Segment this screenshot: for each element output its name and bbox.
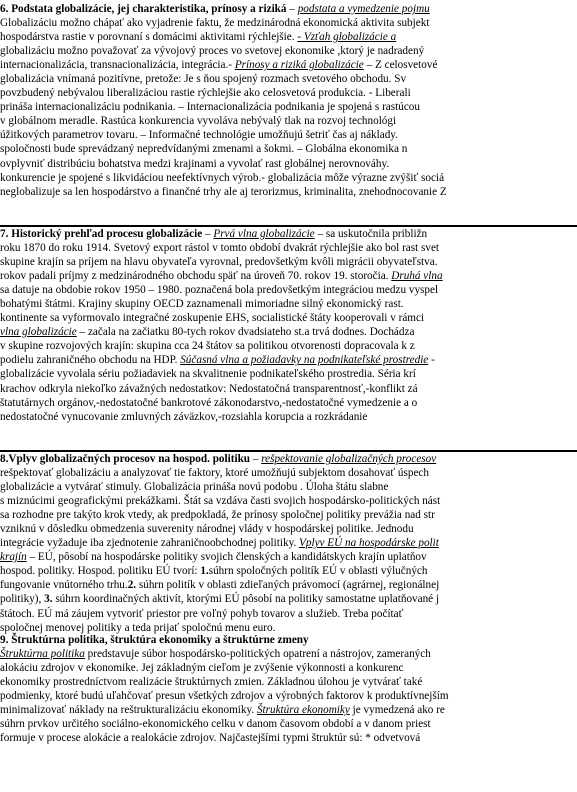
text-run: štátoch. EÚ má záujem vytvoriť priestor pre voľný pohyb tovarov a služieb. Treba počítať: [0, 607, 404, 620]
text-run: podielu zahraničného obchodu na HDP.: [0, 354, 181, 367]
text-line: [0, 283, 577, 297]
text-run: fungovanie vnútorného trhu.: [0, 579, 128, 592]
text-run: štatutárnych orgánov,-nedostatočné bankrotové zákonodarstvo,-nedostatočné vymedzenie a o: [0, 396, 418, 409]
text-run: kontinente sa vyformovalo integračné zoskupenie EHS, socialistické štáty kooperovali v rámci: [0, 312, 425, 325]
text-run: vzniknú v dôsledku obmedzenia suverenity národnej vlády v hospodárskej politike. Jednodu: [0, 523, 414, 536]
text-line: [0, 494, 577, 508]
text-run: – Z celosvetové: [363, 59, 438, 72]
text-line: [0, 564, 577, 578]
text-run: v globálnom meradle. Rastúca konkurencia vyvoláva nebývalý tlak na rozvoj technológi: [0, 115, 397, 128]
text-line: [0, 114, 577, 128]
text-run: prináša internacionalizáciu podnikania. – Internacionalizácia podnikania je spojená s rastúcou: [0, 101, 420, 114]
text-run: skupine krajín sa príjem na hlavu obyvateľa vyrovnal, predovšetkým kvôli migrácii obyvateľstva.: [0, 256, 438, 269]
section-8-globalization-and-economic-policy: [0, 450, 577, 635]
text-line: [0, 128, 577, 142]
text-line: [0, 255, 577, 269]
text-run: -: [428, 354, 435, 367]
text-line: [0, 339, 577, 353]
text-line: [0, 578, 577, 592]
text-line: [0, 58, 577, 72]
text-run: ovplyvniť distribúciu bohatstva medzi krajinami a vyvolať rast globálnej nerovnováhy.: [0, 157, 390, 170]
text-run: predstavuje súbor hospodársko-politických opatrení a nástrojov, zameraných: [84, 648, 431, 661]
text-line: [0, 86, 577, 100]
text-line: [0, 157, 577, 171]
text-run: roku 1870 do roku 1914. Svetový export rástol v tomto období dvakrát rýchlejšie ako bol rast svet: [0, 242, 440, 255]
text-line: [0, 382, 577, 396]
text-run: internacionalizácia, transnacionalizácia, integrácia.-: [0, 59, 235, 72]
text-run: spoločnosti bude sprevádzaný nepredvídanými zmenami a šokmi. – Globálna ekonomika n: [0, 143, 408, 156]
section-heading-line: [0, 633, 577, 647]
text-line: [0, 142, 577, 156]
text-run: globalizácia vnímaná pozitívne, pretože: Je s ňou spojený rozmach svetového obchodu. Sv: [0, 73, 407, 86]
text-line: [0, 550, 577, 564]
subheading-link-text: podstata a vymedzenie pojmu: [297, 3, 430, 15]
text-line: [0, 480, 577, 494]
text-line: [0, 353, 577, 367]
section-heading-line: [0, 2, 577, 16]
text-line: [0, 269, 577, 283]
subheading-link-text: Súčasná vlna a požiadavky na podnikateľské prostredie: [180, 354, 429, 367]
text-run: – EÚ, pôsobí na hospodárske politiky svojich členských a kandidátskych krajín uplatňov: [26, 551, 427, 564]
text-run: spoločnej menovej politiky a teda prijať spoločnú menu euro.: [0, 621, 276, 634]
bold-text: 1.: [200, 565, 209, 578]
text-line: [0, 508, 577, 522]
text-line: [0, 703, 577, 717]
text-line: [0, 647, 577, 661]
subheading-link-text: Štruktúra ekonomiky: [256, 704, 350, 717]
text-run: alokáciu zdrojov v ekonomike. Jej základným cieľom je zvýšenie výkonnosti a konkurenc: [0, 662, 404, 675]
subheading-link-text: Štruktúrna politika: [0, 648, 85, 661]
text-run: krachov odkryla niekoľko závažných nedostatkov: Nedostatočná transparentnosť,-konflikt zá: [0, 382, 418, 395]
text-run: súhrn spoločných politík EÚ v oblasti výlučných: [208, 565, 428, 578]
bold-text: 3.: [44, 593, 53, 606]
text-line: [0, 607, 577, 621]
text-run: podmienky, ktoré budú uľahčovať presun všetkých zdrojov a výrobných faktorov k produktívnejším: [0, 690, 449, 703]
text-line: [0, 522, 577, 536]
text-run: v skupine rozvojových krajín: skupina cca 24 štátov sa politikou otvorenosti dopracovala k z: [0, 340, 415, 353]
text-run: minimalizovať náklady na reštrukturalizáciu ekonomiky.: [0, 704, 257, 717]
text-run: bohatými štátmi. Krajiny skupiny OECD zaznamenali mimoriadne silný ekonomický rast.: [0, 298, 404, 311]
text-run: –: [250, 453, 262, 465]
section-6-globalization-essence: [0, 2, 577, 199]
subheading-link-text: Druhá vlna: [391, 270, 443, 283]
text-run: hospodárstva rastie v porovnaní s domácimi aktivitami rýchlejšie.: [0, 31, 298, 44]
text-run: rešpektovať globalizáciu a analyzovať tie faktory, ktoré umožňujú subjektom dosahovať úspech: [0, 467, 429, 480]
text-line: [0, 171, 577, 185]
bold-text: 2.: [127, 579, 137, 592]
text-line: [0, 16, 577, 30]
text-run: sa datuje na obdobie rokov 1950 – 1980. poznačená bola predovšetkým integráciou medzu vyspel: [0, 284, 439, 297]
text-run: formuje v procese alokácie a realokácie zdrojov. Najčastejšími typmi štruktúr sú: * odvetvová: [0, 732, 421, 745]
text-line: [0, 731, 577, 745]
bold-text: 8.Vplyv globalizačných procesov na hospod. politiku: [0, 453, 251, 465]
text-run: povzbudený nebývalou liberalizáciou rastie rýchlejšie ako celosvetová produkcia. - Liberali: [0, 87, 411, 100]
subheading-link-text: Prvá vlna globalizácie: [213, 228, 315, 240]
text-line: [0, 717, 577, 731]
text-run: súhrn prvkov určitého sociálno-ekonomického celku v danom časovom období a v danom priest: [0, 718, 431, 731]
text-line: [0, 325, 577, 339]
text-run: súhrn koordinačných aktivít, ktorými EÚ pôsobí na politiky samostatne uplatňované j: [52, 593, 440, 606]
text-run: neglobalizuje sa len hospodárstvo a finančné trhy ale aj terorizmus, kriminalita, znehodnocovanie Z: [0, 185, 447, 198]
text-run: globalizáciu možno považovať za vývojový proces vo svetovej ekonomike ,ktorý je nadradený: [0, 45, 425, 58]
text-line: [0, 311, 577, 325]
text-line: [0, 185, 577, 199]
text-line: [0, 466, 577, 480]
text-run: Globalizáciu možno chápať ako vyjadrenie faktu, že medzinárodná ekonomická aktivita subjekt: [0, 17, 430, 30]
text-line: [0, 241, 577, 255]
text-run: úžitkových parametrov tovaru. – Informačné technológie umožňujú šetriť čas aj náklady.: [0, 129, 398, 142]
text-line: [0, 367, 577, 381]
section-9-structural-policy: [0, 633, 577, 745]
text-line: [0, 592, 577, 606]
text-run: globalizácie vyvolala sériu požiadaviek na skvalitnenie podnikateľského prostredia. Séria krí: [0, 368, 416, 381]
text-run: sa rozhodne pre takýto krok vtedy, ak predpokladá, že prínosy spoločnej politiky prevážia nad str: [0, 509, 435, 522]
text-line: [0, 297, 577, 311]
text-run: s miznúcimi geografickými prekážkami. Štát sa vzdáva časti svojich hospodársko-politických nást: [0, 495, 441, 508]
text-run: – sa uskutočnila približn: [314, 228, 428, 240]
text-run: globalizácie a vytvárať stimuly. Globalizácia prináša novú podobu . Úloha štátu slabne: [0, 481, 389, 494]
text-line: [0, 72, 577, 86]
text-run: rokov padali príjmy z medzinárodného obchodu späť na úroveň 70. rokov 19. storočia.: [0, 270, 392, 283]
text-run: ekonomiky prostredníctvom realizácie štruktúrnych zmien. Základnou úlohou je vytvárať také: [0, 676, 423, 689]
subheading-link-text: krajín: [0, 551, 27, 564]
text-run: je vymedzená ako re: [349, 704, 445, 717]
text-run: –: [286, 3, 298, 15]
text-run: nedostatočné vynucovanie zmluvných záväzkov,-rozsiahla korupcia a rozkrádanie: [0, 410, 368, 423]
text-run: súhrn politík v oblasti zdieľaných právomocí (agrárnej, regionálnej: [136, 579, 440, 592]
text-line: [0, 675, 577, 689]
bold-text: 6. Podstata globalizácie, jej charakteristika, prínosy a riziká: [0, 3, 287, 15]
text-line: [0, 661, 577, 675]
text-line: [0, 100, 577, 114]
text-run: –: [202, 228, 214, 240]
section-heading-line: [0, 227, 577, 241]
text-line: [0, 689, 577, 703]
text-run: – začala na začiatku 80-tych rokov dvadsiateho st.a trvá dodnes. Dochádza: [76, 326, 415, 339]
section-7-history-of-globalization: [0, 225, 577, 424]
subheading-link-text: rešpektovanie globalizačných procesov: [261, 453, 437, 465]
text-run: integrácie vyžaduje iba zjednotenie zahraničnoobchodnej politiky.: [0, 537, 300, 550]
bold-text: 9. Štruktúrna politika, štruktúra ekonomiky a štruktúrne zmeny: [0, 634, 309, 646]
subheading-link-text: vlna globalizácie: [0, 326, 77, 339]
bold-text: 7. Historický prehľad procesu globalizácie: [0, 228, 203, 240]
text-run: konkurencie je spojené s likvidáciou neefektívnych výrob.- globalizácia môže výrazne zvýšiť sociá: [0, 171, 445, 184]
subheading-link-text: Prínosy a riziká globalizácie: [234, 59, 364, 72]
text-line: [0, 30, 577, 44]
subheading-link-text: - Vzťah globalizácie a: [297, 31, 397, 44]
text-line: [0, 396, 577, 410]
text-line: [0, 410, 577, 424]
section-heading-line: [0, 452, 577, 466]
text-line: [0, 536, 577, 550]
text-run: hospod. politiky. Hospod. politiku EÚ tvorí:: [0, 565, 201, 578]
subheading-link-text: Vplyv EÚ na hospodárske polit: [299, 537, 439, 550]
text-line: [0, 44, 577, 58]
text-run: politiky),: [0, 593, 45, 606]
